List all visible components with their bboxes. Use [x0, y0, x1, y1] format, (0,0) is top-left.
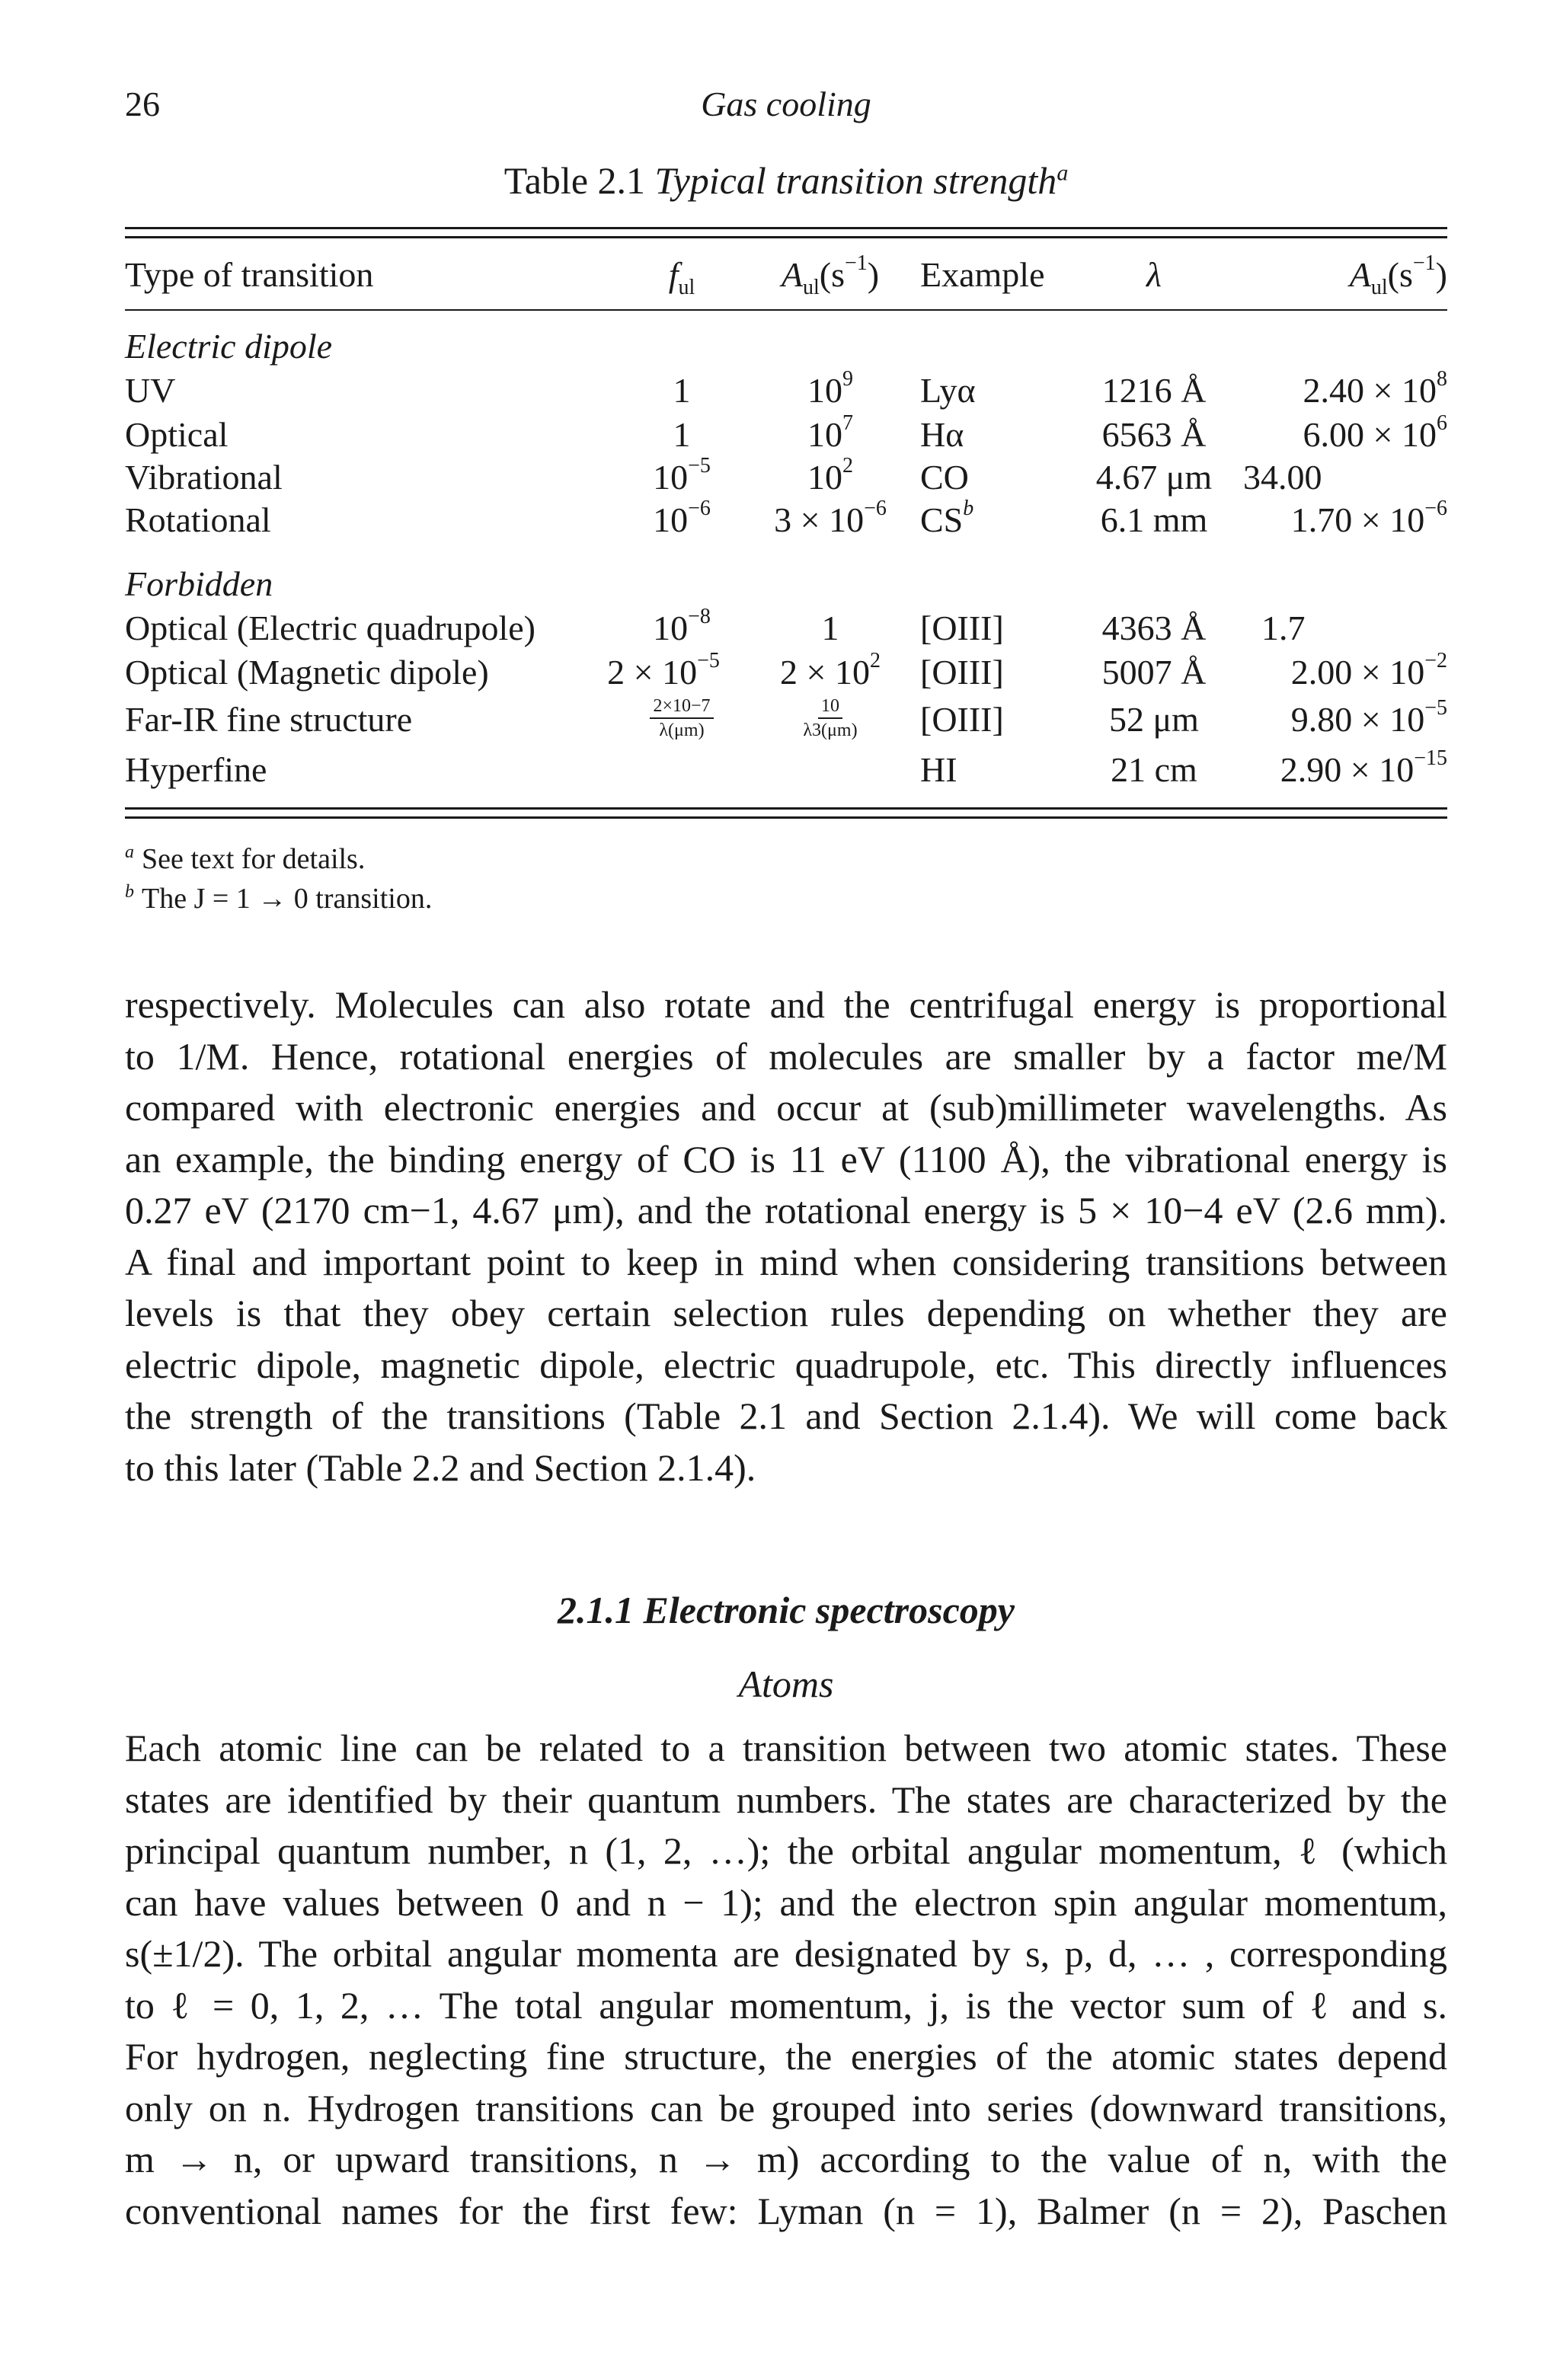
row-lambda: 4.67 μm	[1095, 458, 1213, 497]
row-f-ul: $2 \times 10^{-5}$	[607, 648, 720, 692]
row-a-ul-value: $6.00 \times 10^6$	[1303, 411, 1447, 454]
row-a-ul: $10^9$	[807, 366, 853, 410]
row-lambda: 6.1 mm	[1100, 500, 1208, 539]
text-line: A final and important point to keep in mind when considering transitions between	[125, 1240, 1447, 1283]
row-f-ul: $\frac{2\times 10-7}{\lambda(\mu m)}$	[632, 695, 731, 740]
table-caption-footnote-mark: a	[1057, 160, 1069, 186]
col-header-a-ul: $A_{ul}(s^{-1})$	[781, 251, 880, 300]
row-a-ul: $10^2$	[807, 453, 853, 497]
table-caption-title: Typical transition strength	[654, 159, 1057, 202]
text-line: electric dipole, magnetic dipole, electric quadrupole, etc. This directly influences	[125, 1343, 1447, 1386]
row-type: Vibrational	[125, 458, 283, 497]
text-line: the strength of the transitions (Table 2.1 and Section 2.1.4). We will come back	[125, 1394, 1447, 1437]
row-f-ul: $10^{-8}$	[653, 604, 711, 647]
row-type: UV	[125, 371, 176, 410]
col-header-type: Type of transition	[125, 255, 374, 294]
section-heading: 2.1.1 Electronic spectroscopy	[558, 1589, 1015, 1631]
row-example: CO	[920, 458, 969, 497]
row-a-ul-value: $9.80 \times 10^{-5}$	[1290, 695, 1447, 739]
text-line: compared with electronic energies and occur at (sub)millimeter wavelengths. As	[125, 1086, 1447, 1129]
footnote-b-mark: b	[963, 496, 974, 520]
paragraph-atoms	[125, 1723, 1447, 2237]
row-lambda: 4363 Å	[1101, 609, 1207, 647]
text-line: principal quantum number, n (1, 2, …); the orbital angular momentum, ℓ (which	[125, 1829, 1447, 1872]
col-header-lambda: λ	[1146, 255, 1162, 294]
row-a-ul: $10^7$	[807, 411, 853, 454]
page-number: 26	[125, 85, 160, 123]
text-line: levels is that they obey certain selection rules depending on whether they are	[125, 1292, 1447, 1334]
row-f-ul: $10^{-5}$	[653, 453, 711, 497]
text-line: s(±1/2). The orbital angular momenta are designated by s, p, d, … , corresponding	[125, 1932, 1447, 1975]
row-a-ul-value: 34.00	[1243, 458, 1322, 497]
text-line: For hydrogen, neglecting fine structure, the energies of the atomic states depend	[125, 2035, 1447, 2078]
text-line: can have values between 0 and n − 1); and the electron spin angular momentum,	[125, 1880, 1447, 1924]
table-bottom-rule-2	[125, 816, 1447, 819]
table-top-rule-2	[125, 236, 1447, 238]
text-line: an example, the binding energy of CO is 11 eV (1100 Å), the vibrational energy is	[125, 1137, 1447, 1180]
text-line: to this later (Table 2.2 and Section 2.1.4).	[125, 1446, 756, 1489]
subsection-heading: Atoms	[738, 1663, 834, 1705]
row-example: [OIII]	[920, 609, 1004, 647]
running-title: Gas cooling	[701, 85, 871, 123]
table-caption-prefix: Table 2.1	[503, 159, 646, 202]
row-type: Optical (Electric quadrupole)	[125, 609, 535, 647]
row-a-ul: $3 \times 10^{-6}$	[774, 496, 887, 539]
row-a-ul-value: $2.40 \times 10^8$	[1303, 366, 1447, 410]
row-example: $CS^b$	[920, 496, 974, 539]
text-line: 0.27 eV (2170 cm−1, 4.67 μm), and the rotational energy is 5 × 10−4 eV (2.6 mm).	[125, 1189, 1447, 1232]
row-a-ul: $\frac{10}{\lambda 3(\mu m)}$	[803, 696, 858, 741]
col-header-example: Example	[920, 255, 1045, 294]
row-f-ul: $10^{-6}$	[653, 496, 711, 539]
paragraph-molecules	[125, 979, 1447, 1493]
row-a-ul: $2 \times 10^2$	[780, 648, 881, 692]
table-top-rule	[125, 227, 1447, 229]
footnote-b: $^b$ The J = 1 → 0 transition.	[125, 882, 433, 915]
row-lambda: 52 μm	[1109, 700, 1199, 739]
group-electric-dipole: Electric dipole	[125, 327, 333, 366]
row-f-ul: 1	[673, 415, 691, 454]
text-line: respectively. Molecules can also rotate and the centrifugal energy is proportional	[125, 983, 1447, 1026]
row-lambda: 1216 Å	[1101, 371, 1207, 410]
row-lambda: 6563 Å	[1101, 415, 1207, 454]
row-type: Far-IR fine structure	[125, 700, 413, 739]
text-line: to 1/M. Hence, rotational energies of molecules are smaller by a factor me/M	[125, 1034, 1447, 1078]
col-header-f-ul: $f_{ul}$	[668, 255, 695, 300]
row-a-ul-value: $2.00 \times 10^{-2}$	[1290, 648, 1447, 692]
row-a-ul-value: 1.7	[1261, 609, 1306, 647]
text-line: conventional names for the first few: Lyman (n = 1), Balmer (n = 2), Paschen	[125, 2189, 1447, 2232]
row-lambda: 21 cm	[1111, 750, 1197, 789]
row-example: HI	[920, 750, 957, 789]
row-a-ul-value: $1.70 \times 10^{-6}$	[1290, 496, 1447, 539]
row-example: [OIII]	[920, 653, 1004, 692]
group-forbidden: Forbidden	[125, 564, 273, 603]
text-line: states are identified by their quantum numbers. The states are characterized by the	[125, 1778, 1447, 1821]
row-type: Rotational	[125, 500, 271, 539]
running-head	[125, 84, 1447, 129]
row-a-ul-value: $2.90 \times 10^{-15}$	[1280, 746, 1447, 789]
row-lambda: 5007 Å	[1101, 653, 1207, 692]
row-type: Optical (Magnetic dipole)	[125, 653, 489, 692]
table-header-rule	[125, 309, 1447, 311]
table-bottom-rule	[125, 807, 1447, 810]
row-example: Lyα	[920, 371, 976, 410]
text-line: m → n, or upward transitions, n → m) according to the value of n, with the	[125, 2138, 1447, 2180]
text-line: Each atomic line can be related to a transition between two atomic states. These	[125, 1727, 1447, 1769]
footnote-a: $^a$ See text for details.	[125, 842, 366, 875]
col-header-a-ul-2: $A_{ul}(s^{-1})$	[1349, 251, 1447, 300]
row-example: Hα	[920, 415, 964, 454]
row-type: Hyperfine	[125, 750, 267, 789]
text-line: to ℓ = 0, 1, 2, … The total angular momentum, j, is the vector sum of ℓ and s.	[125, 1983, 1447, 2027]
row-a-ul: 1	[821, 609, 839, 647]
row-example: [OIII]	[920, 700, 1004, 739]
row-type: Optical	[125, 415, 229, 454]
row-f-ul: 1	[673, 371, 691, 410]
text-line: only on n. Hydrogen transitions can be grouped into series (downward transitions,	[125, 2086, 1447, 2129]
table-caption	[125, 158, 1447, 203]
